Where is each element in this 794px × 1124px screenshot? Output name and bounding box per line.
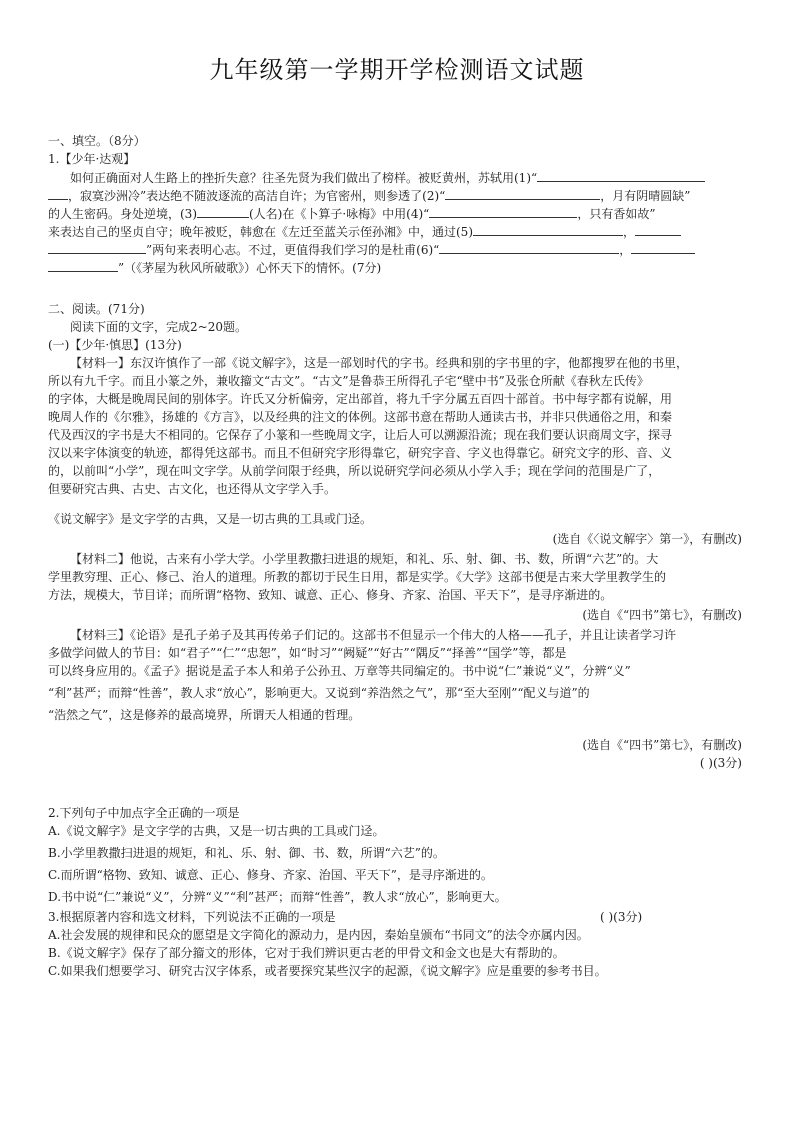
material1-source: (选自《〈说文解字〉第一》，有删改) <box>552 532 742 546</box>
section1-header: 一、填空。（8分） <box>48 134 146 148</box>
q1-line-4: 来表达自己的坚贞自守；晚年被贬，韩愈在《左迁至蓝关示侄孙湘》中，通过(5) ， <box>48 224 748 239</box>
score-bracket: ( )(3分) <box>699 756 742 770</box>
q1-line-5: ”两句来表明心志。不过，更值得我们学习的是杜甫(6)“ ， <box>48 242 748 257</box>
answer-blank-1b[interactable] <box>48 188 68 200</box>
part1-label: (一)【少年·慎思】(13分) <box>48 338 182 352</box>
q2-option-d[interactable]: D.书中说“仁”兼说“义”，分辨“义”“利”甚严；而辩“性善”，教人求“放心”，影响更大。 <box>48 890 507 904</box>
q2-stem: 2.下列句子中加点字全正确的一项是 <box>48 806 240 820</box>
answer-blank-6c[interactable] <box>48 260 118 272</box>
q3-option-a[interactable]: A.社会发展的规律和民众的愿望是文字简化的源动力，是内因，秦始皇颁布“书同文”的法令亦属内因。 <box>48 928 589 942</box>
answer-blank-5b[interactable] <box>635 224 681 236</box>
answer-blank-4[interactable] <box>429 206 577 218</box>
q3-option-b[interactable]: B.《说文解字》保存了部分籀文的形体，它对于我们辨识更古老的甲骨文和金文也是大有帮助的。 <box>48 946 565 960</box>
material3-source: (选自《“四书”第七》，有删改) <box>582 738 742 752</box>
material2-source: (选自《“四书”第七》，有删改) <box>582 608 742 622</box>
answer-blank-6a[interactable] <box>439 242 619 254</box>
material1-line: 晚周人作的《尔雅》，扬雄的《方言》，以及经典的注文的体例。这部书意在帮助人通读古书，并非只供通俗之用，和秦 <box>48 410 673 424</box>
q1-line-6: ”（《茅屋为秋风所破歌》）心怀天下的情怀。(7分) <box>48 260 748 275</box>
material1-line: 的字体，大概是晚周民间的别体字。许氏又分析偏旁，定出部首，将九千字分属五百四十部首。书中每字都有说解，用 <box>48 392 673 406</box>
q1-line-3: 的人生密码。身处逆境，(3) (人名)在《卜算子·咏梅》中用(4)“ ，只有香如故” <box>48 207 656 221</box>
material1-line: 但要研究古典、古史、古文化，也还得从文字学入手。 <box>48 482 337 496</box>
material3-line: 【材料三】《论语》是孔子弟子及其再传弟子们记的。这部书不但显示一个伟大的人格——孔子，并且让读者学习许 <box>70 628 677 642</box>
q1-label: 1.【少年·达观】 <box>48 152 136 166</box>
section2-intro: 阅读下面的文字，完成2~20题。 <box>70 320 247 334</box>
material2-line: 学里教穷理、正心、修己、治人的道理。所教的都切于民生日用，都是实学。《大学》这部书便是古来大学里教学生的 <box>48 570 667 584</box>
q3-option-c[interactable]: C.如果我们想要学习、研究古汉字体系，或者要探究某些汉字的起源，《说文解字》应是重要的参考书目。 <box>48 964 607 978</box>
answer-blank-3[interactable] <box>197 206 249 218</box>
material1-line: 所以有九千字。而且小篆之外，兼收籀文“古文”。“古文”是鲁恭王所得孔子宅“壁中书”及张仓所献《春秋左氏传》 <box>48 374 649 388</box>
material3-line: “浩然之气”，这是修养的最高境界，所谓天人相通的哲理。 <box>48 708 361 722</box>
material2-line: 【材料二】他说，古来有小学大学。小学里教撒扫进退的规矩，和礼、乐、射、御、书、数，所谓“六艺”的。大 <box>70 552 659 566</box>
material2-line: 方法，规模大，节目详；而所谓“格物、致知、诚意、正心、修身、齐家、治国、平天下”，是寻序渐进的。 <box>48 588 613 602</box>
material1-line: 汉以来字体演变的轨迹，都得凭这部书。而且不但研究字形得靠它，研究字音、字义也得靠它。研究文字的形、音、义 <box>48 446 673 460</box>
answer-blank-5a[interactable] <box>473 224 623 236</box>
q2-option-b[interactable]: B.小学里教撒扫进退的规矩，和礼、乐、射、御、书、数，所谓“六艺”的。 <box>48 846 445 860</box>
q1-line-2: ，寂寞沙洲冷”表达绝不随波逐流的高洁自许；为官密州，则参透了(2)“ ，月有阴晴圆缺” <box>48 188 748 203</box>
material1-line: 的，以前叫“小学”，现在叫文字学。从前学问限于经典，所以说研究学问必须从小学入手；现在学问的范围是广了， <box>48 464 661 478</box>
q2-option-a[interactable]: A.《说文解字》是文字学的古典，又是一切古典的工具或门迳。 <box>48 824 385 838</box>
material3-line: 多做学问做人的节目：如“君子”“仁”“忠恕”，如“时习”“阙疑”“好古”“隅反”“择善”“国学”等，都是 <box>48 646 567 660</box>
exam-title: 九年级第一学期开学检测语文试题 <box>209 56 585 84</box>
material1-extra: 《说文解字》是文字学的古典，又是一切古典的工具或门迳。 <box>48 512 373 526</box>
material1-line: 【材料一】东汉许慎作了一部《说文解字》，这是一部划时代的字书。经典和别的字书里的字，他都搜罗在他的书里， <box>70 356 689 370</box>
q3-stem: 3.根据原著内容和选文材料，下列说法不正确的一项是 <box>48 910 336 924</box>
q2-option-c[interactable]: C.而所谓“格物、致知、诚意、正心、修身、齐家、治国、平天下”，是寻序渐进的。 <box>48 868 493 882</box>
section2-header: 二、阅读。(71分) <box>48 302 145 316</box>
answer-blank-2[interactable] <box>445 188 600 200</box>
answer-blank-6b[interactable] <box>631 242 695 254</box>
q3-score: ( )(3分) <box>600 910 643 924</box>
material3-line: 可以终身应用的。《孟子》据说是孟子本人和弟子公孙丑、万章等共同编定的。书中说“仁”兼说“义”，分辨“义” <box>48 664 631 678</box>
material1-line: 代及西汉的字书是大不相同的。它保存了小篆和一些晚周文字，让后人可以溯源沿流；现在我们要认识商周文字，探寻 <box>48 428 673 442</box>
material3-line: “利”甚严；而辩“性善”，教人求“放心”，影响更大。又说到“养浩然之气”，那“至大至刚”“配义与道”的 <box>48 686 590 700</box>
answer-blank-1a[interactable] <box>537 170 705 182</box>
q1-line-1: 如何正确面对人生路上的挫折失意？往圣先贤为我们做出了榜样。被贬黄州，苏轼用(1)“ <box>70 170 770 185</box>
answer-blank-5c[interactable] <box>48 242 146 254</box>
